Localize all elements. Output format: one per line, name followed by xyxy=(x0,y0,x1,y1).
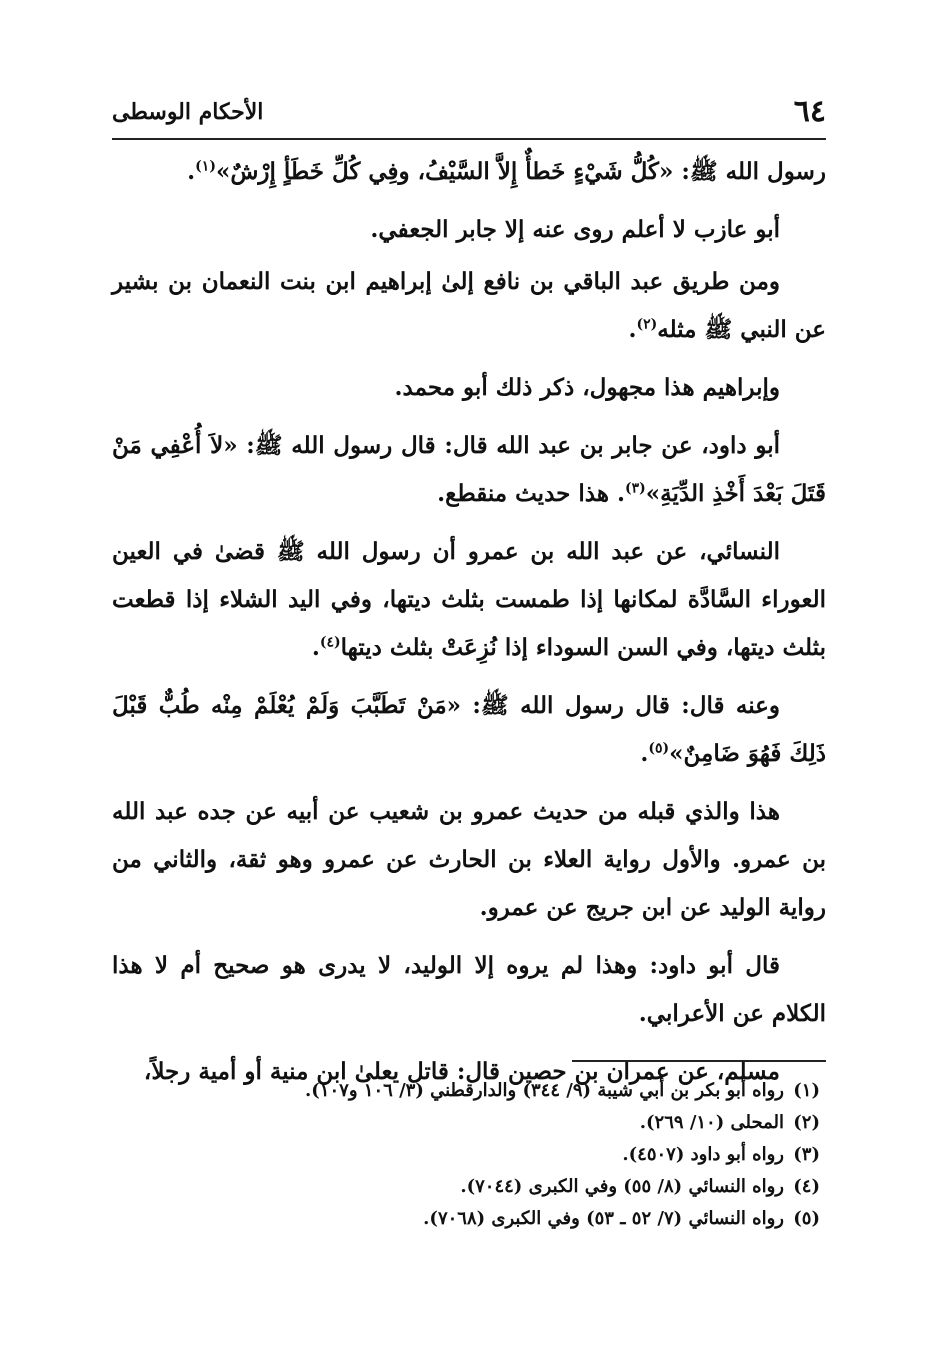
footnote-2: (٢)المحلى (١٠/ ٢٦٩). xyxy=(639,1112,820,1133)
footnote-ref-4: (٤) xyxy=(319,634,341,651)
footnote-1: (١)رواه أبو بكر بن أبي شيبة (٩/ ٣٤٤) والدارقطني (٣/ ١٠٦ و١٠٧). xyxy=(305,1080,820,1101)
header-rule xyxy=(112,138,826,140)
paragraph-7: وعنه قال: قال رسول الله ﷺ: «مَنْ تَطَبَّبَ وَلَمْ يُعْلَمْ مِنْه طُبٌّ قَبْلَ ذَلِكَ فَهُوَ ضَامِنٌ»$^{(٥)}$. xyxy=(112,692,826,767)
book-title: الأحكام الوسطى xyxy=(112,99,264,125)
main-text xyxy=(112,148,826,1106)
footnote-ref-2: (٢) xyxy=(636,316,658,333)
paragraph-5: أبو داود، عن جابر بن عبد الله قال: قال رسول الله ﷺ: «لاَ أُعْفِي مَنْ قَتَلَ بَعْدَ أَخْذِ الدِّيَةِ»$^{(٣)}$. هذا حديث منقطع. xyxy=(112,432,826,507)
footnote-5: (٥)رواه النسائي (٧/ ٥٢ ـ ٥٣) وفي الكبرى (٧٠٦٨). xyxy=(423,1208,820,1229)
footnote-ref-3: (٣) xyxy=(625,480,646,497)
footnote-4: (٤)رواه النسائي (٨/ ٥٥) وفي الكبرى (٧٠٤٤). xyxy=(460,1176,820,1197)
page-header xyxy=(112,92,826,132)
paragraph-2: أبو عازب لا أعلم روى عنه إلا جابر الجعفي. xyxy=(370,216,780,243)
paragraph-6: النسائي، عن عبد الله بن عمرو أن رسول الله ﷺ قضىٰ في العين العوراء السَّادَّة لمكانها إذا طمست بثلث ديتها، وفي اليد الشلاء إذا قطعت بثلث ديتها، وفي السن السوداء إذا نُزِعَتْ بثلث ديتها$^{(٤)}$. xyxy=(112,538,826,661)
paragraph-1: رسول الله ﷺ: «كُلُّ شَيْءٍ خَطأٌ إِلاَّ السَّيْفُ، وفِي كُلِّ خَطَأٍ إِرْشٌ»$^{(١)}$. xyxy=(187,158,826,185)
page-number: ٦٤ xyxy=(793,94,826,129)
paragraph-8: هذا والذي قبله من حديث عمرو بن شعيب عن أبيه عن جده عبد الله بن عمرو. والأول رواية العلاء بن الحارث عن عمرو وهو ثقة، والثاني من رواية الوليد عن ابن جريج عن عمرو. xyxy=(112,798,826,921)
paragraph-3: ومن طريق عبد الباقي بن نافع إلىٰ إبراهيم ابن بنت النعمان بن بشير عن النبي ﷺ مثله$^{(٢)}$. xyxy=(112,268,826,343)
footnote-rule xyxy=(572,1060,826,1062)
paragraph-10: مسلم، عن عمران بن حصين قال: قاتل يعلىٰ ابن منية أو أمية رجلاً، xyxy=(143,1058,780,1085)
footnote-ref-1: (١) xyxy=(195,158,216,175)
footnotes xyxy=(112,1075,826,1235)
footnote-3: (٣)رواه أبو داود (٤٥٠٧). xyxy=(622,1144,820,1165)
footnote-ref-5: (٥) xyxy=(648,740,670,757)
paragraph-9: قال أبو داود: وهذا لم يروه إلا الوليد، لا يدرى هو صحيح أم لا هذا الكلام عن الأعرابي. xyxy=(112,952,826,1027)
paragraph-4: وإبراهيم هذا مجهول، ذكر ذلك أبو محمد. xyxy=(394,374,780,401)
